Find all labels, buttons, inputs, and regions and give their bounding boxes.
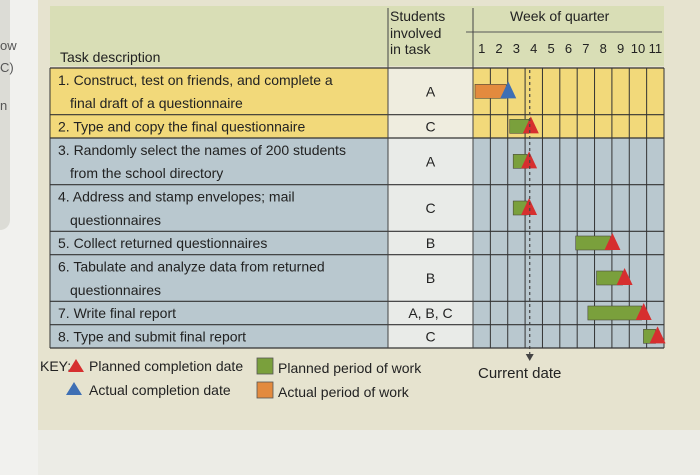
key-actual-work: Actual period of work — [278, 384, 409, 400]
week-tick-label: 2 — [495, 41, 503, 56]
planned-work-bar — [588, 306, 642, 320]
students-value: B — [425, 235, 436, 251]
task-label: 6. Tabulate and analyze data from returned — [58, 258, 325, 275]
planned-work-swatch — [257, 358, 273, 374]
week-tick-label: 7 — [582, 41, 590, 56]
students-column-header: involved — [390, 25, 442, 41]
week-tick-label: 9 — [616, 41, 625, 56]
task-label: questionnaires — [70, 281, 162, 298]
week-tick-label: 3 — [512, 41, 521, 56]
week-tick-label: 1 — [478, 41, 486, 56]
task-label: questionnaires — [70, 211, 162, 228]
students-value: A — [425, 153, 436, 170]
students-column-header: in task — [390, 41, 431, 57]
task-label: from the school directory — [70, 165, 224, 182]
students-value: A — [425, 83, 436, 100]
task-label: final draft of a questionnaire — [70, 95, 243, 112]
task-label: 1. Construct, test on friends, and complete a — [58, 71, 333, 88]
week-tick-label: 5 — [547, 41, 555, 56]
key-current-date: Current date — [478, 365, 562, 382]
week-tick-label: 8 — [599, 41, 607, 56]
key-actual-completion: Actual completion date — [89, 382, 231, 398]
task-label: 4. Address and stamp envelopes; mail — [58, 188, 295, 205]
students-column-header: Students — [390, 8, 446, 24]
task-label: 5. Collect returned questionnaires — [58, 235, 268, 252]
students-value: C — [425, 200, 436, 216]
margin-text: ow — [0, 38, 17, 53]
task-column-header: Task description — [60, 49, 161, 65]
students-value: C — [425, 118, 436, 135]
current-date-arrow — [526, 354, 534, 361]
key-planned-completion: Planned completion date — [89, 358, 244, 374]
weeks-title: Week of quarter — [510, 8, 610, 24]
actual-completion-icon — [66, 382, 82, 395]
students-value: B — [425, 270, 436, 286]
task-label: 7. Write final report — [58, 305, 177, 322]
students-value: A, B, C — [408, 305, 453, 321]
students-value: C — [425, 328, 436, 345]
week-tick-label: 4 — [530, 41, 538, 56]
week-tick-label: 6 — [564, 41, 573, 56]
planned-work-bar — [576, 236, 611, 250]
margin-text: n — [0, 98, 8, 113]
actual-work-swatch — [257, 382, 273, 398]
task-label: 2. Type and copy the final questionnaire — [58, 118, 306, 135]
key-planned-work: Planned period of work — [278, 360, 422, 376]
task-label: 3. Randomly select the names of 200 students — [58, 141, 346, 158]
week-tick-label: 10 — [630, 41, 646, 56]
margin-text: C) — [0, 60, 14, 75]
key-title: KEY: — [40, 358, 72, 374]
week-tick-label: 11 — [648, 41, 663, 56]
task-label: 8. Type and submit final report — [58, 328, 247, 345]
